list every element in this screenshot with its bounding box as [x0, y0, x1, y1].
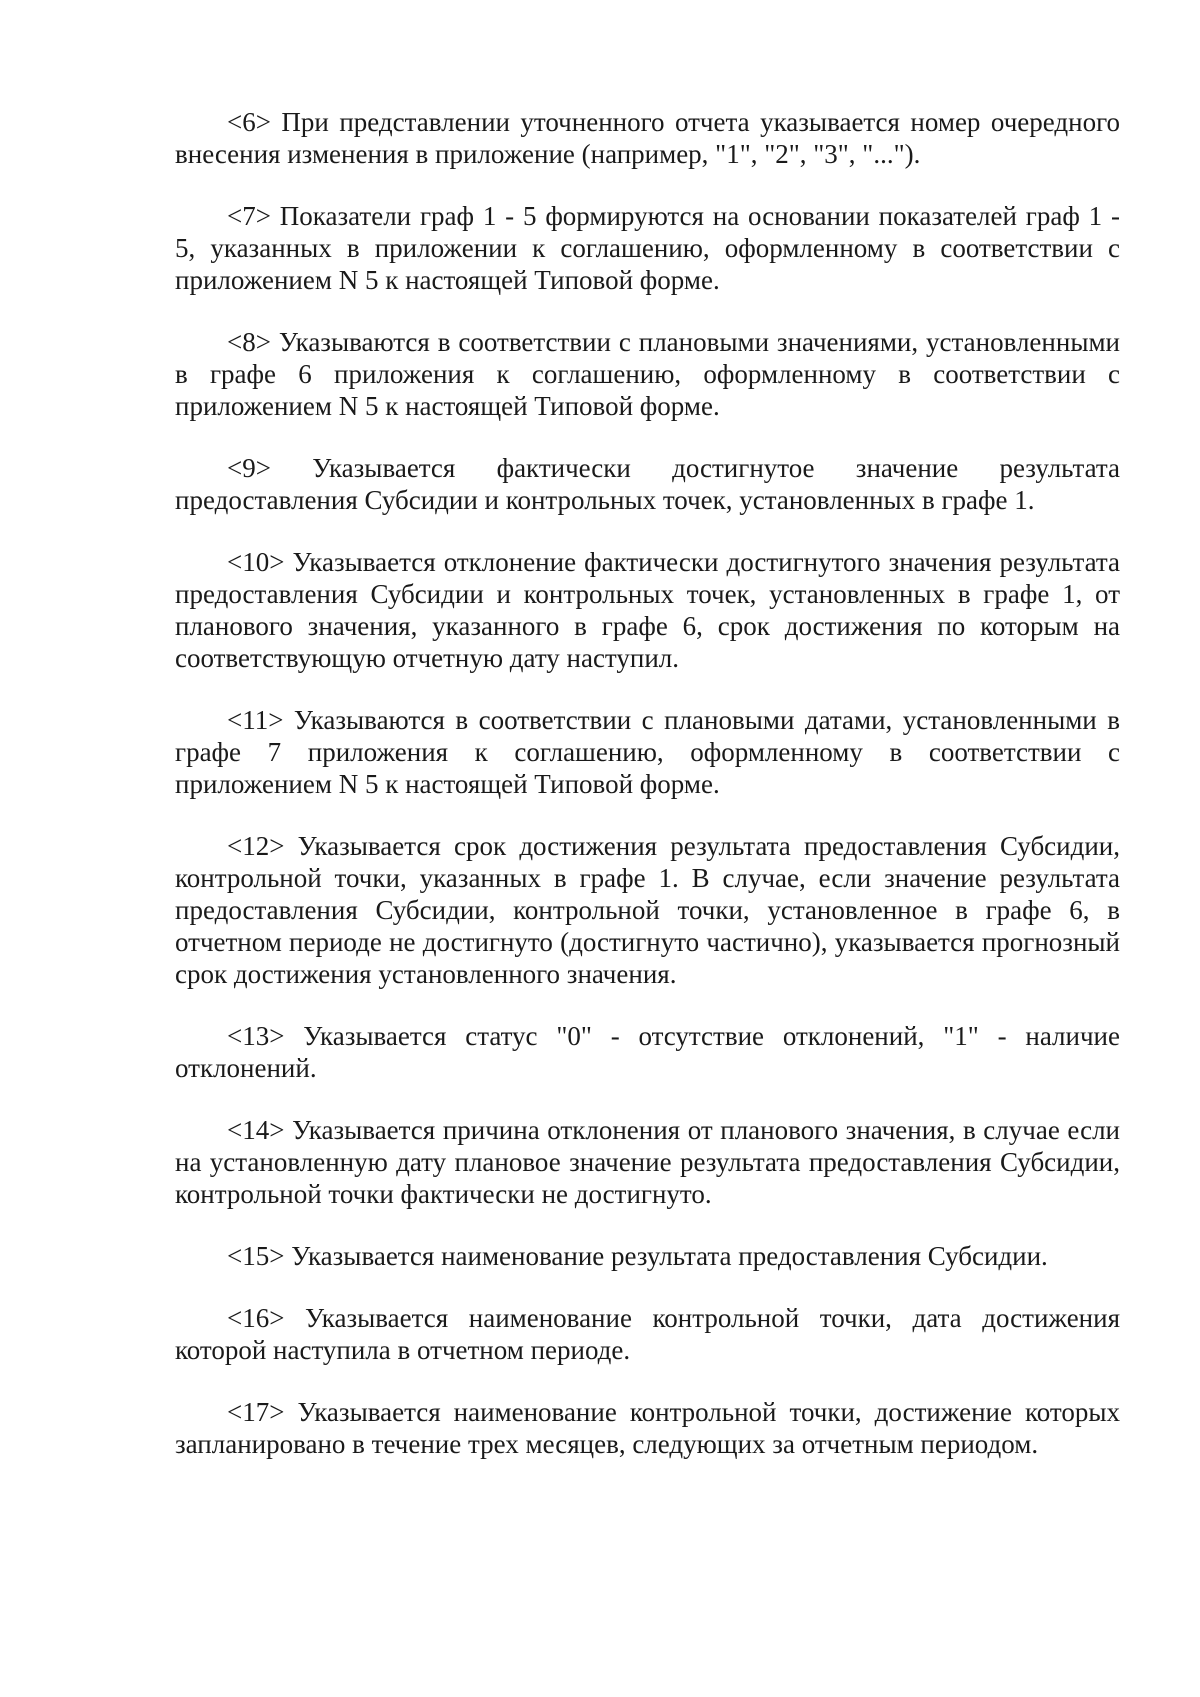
footnote-16: <16> Указывается наименование контрольной точки, дата достижения которой наступила в отчетном периоде. [175, 1303, 1120, 1365]
footnote-8: <8> Указываются в соответствии с плановыми значениями, установленными в графе 6 приложения к соглашению, оформленному в соответствии с приложением N 5 к настоящей Типовой форме. [175, 327, 1120, 421]
footnote-7: <7> Показатели граф 1 - 5 формируются на основании показателей граф 1 - 5, указанных в приложении к соглашению, оформленному в соответствии с приложением N 5 к настоящей Типовой форме. [175, 201, 1120, 295]
footnote-13: <13> Указывается статус "0" - отсутствие отклонений, "1" - наличие отклонений. [175, 1021, 1120, 1083]
footnote-10: <10> Указывается отклонение фактически достигнутого значения результата предоставления Субсидии и контрольных точек, установленных в графе 1, от планового значения, указанного в графе 6, срок достижения по которым на соответствующую отчетную дату наступил. [175, 547, 1120, 673]
footnote-11: <11> Указываются в соответствии с плановыми датами, установленными в графе 7 приложения к соглашению, оформленному в соответствии с приложением N 5 к настоящей Типовой форме. [175, 705, 1120, 799]
footnote-17: <17> Указывается наименование контрольной точки, достижение которых запланировано в течение трех месяцев, следующих за отчетным периодом. [175, 1397, 1120, 1459]
footnotes-block [175, 106, 1120, 1460]
footnote-6: <6> При представлении уточненного отчета указывается номер очередного внесения изменения в приложение (например, "1", "2", "3", "..."). [175, 107, 1120, 169]
footnote-15: <15> Указывается наименование результата предоставления Субсидии. [227, 1241, 1048, 1271]
footnote-9: <9> Указывается фактически достигнутое значение результата предоставления Субсидии и контрольных точек, установленных в графе 1. [175, 453, 1120, 515]
footnote-14: <14> Указывается причина отклонения от планового значения, в случае если на установленную дату плановое значение результата предоставления Субсидии, контрольной точки фактически не достигнуто. [175, 1115, 1120, 1209]
footnote-12: <12> Указывается срок достижения результата предоставления Субсидии, контрольной точки, указанных в графе 1. В случае, если значение результата предоставления Субсидии, контрольной точки, установленное в графе 6, в отчетном периоде не достигнуто (достигнуто частично), указывается прогнозный срок достижения установленного значения. [175, 831, 1120, 989]
